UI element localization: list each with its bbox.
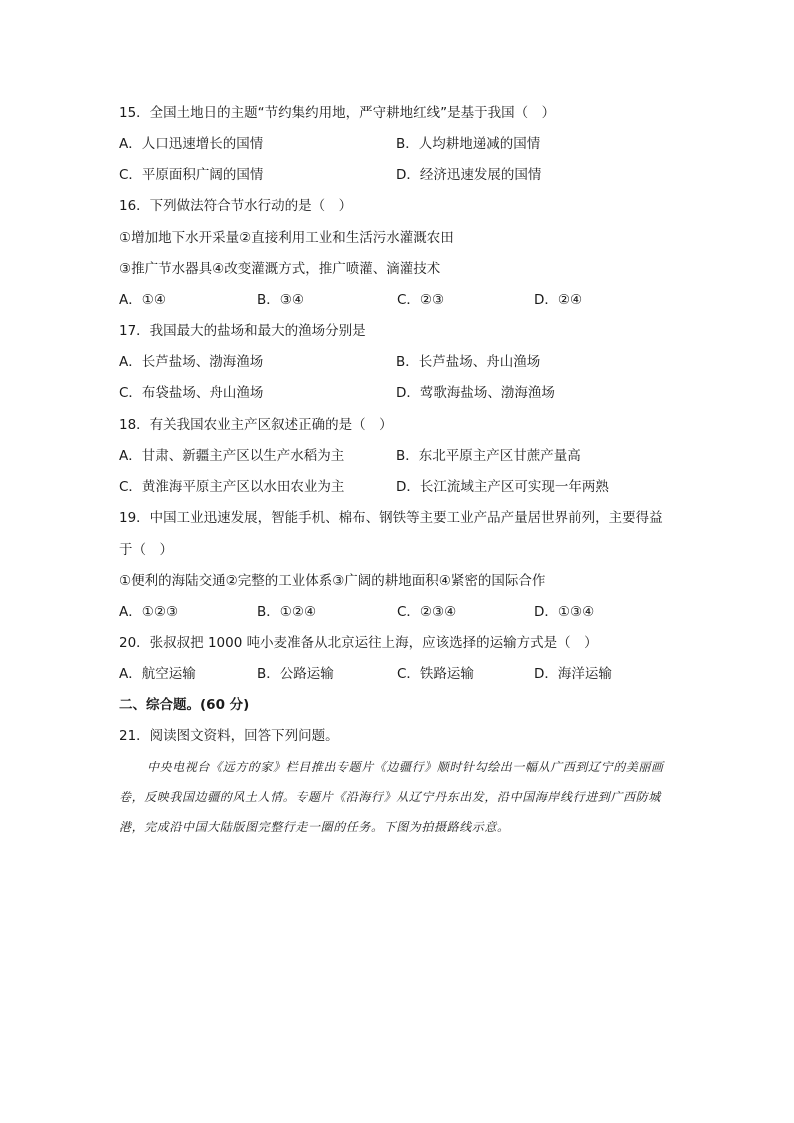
q20-option-a: A．航空运输 (119, 666, 196, 682)
q15-option-a: A．人口迅速增长的国情 (119, 136, 264, 152)
q15-stem: 15．全国土地日的主题“节约集约用地，严守耕地红线”是基于我国（ ） (119, 105, 556, 121)
q17-option-d: D．莺歌海盐场、渤海渔场 (396, 385, 555, 401)
q17-option-a: A．长芦盐场、渤海渔场 (119, 354, 264, 370)
q20-options (119, 665, 679, 683)
q17-options-row2 (119, 384, 679, 402)
q20-option-b: B．公路运输 (257, 666, 334, 682)
q19-stem-line2: 于（ ） (119, 542, 173, 558)
q18-option-b: B．东北平原主产区甘蔗产量高 (396, 448, 581, 464)
q15-option-b: B．人均耕地递减的国情 (396, 136, 541, 152)
section-2-title: 二、综合题。(60 分) (119, 697, 250, 713)
q21-stem: 21．阅读图文资料，回答下列问题。 (119, 728, 339, 744)
q16-stem: 16．下列做法符合节水行动的是（ ） (119, 198, 353, 214)
q18-options-row1 (119, 447, 679, 465)
q16-option-c: C．②③ (397, 292, 445, 308)
q15-option-c: C．平原面积广阔的国情 (119, 167, 264, 183)
q18-stem: 18．有关我国农业主产区叙述正确的是（ ） (119, 417, 393, 433)
q19-stem-line1: 19．中国工业迅速发展，智能手机、棉布、钢铁等主要工业产品产量居世界前列，主要得益 (119, 510, 663, 526)
q19-options (119, 603, 679, 621)
q19-option-d: D．①③④ (534, 604, 595, 620)
q18-option-a: A．甘肃、新疆主产区以生产水稻为主 (119, 448, 345, 464)
q17-options-row1 (119, 353, 679, 371)
q15-option-d: D．经济迅速发展的国情 (396, 167, 542, 183)
q18-options-row2 (119, 478, 679, 496)
q17-option-c: C．布袋盐场、舟山渔场 (119, 385, 264, 401)
q19-option-b: B．①②④ (257, 604, 317, 620)
q17-option-b: B．长芦盐场、舟山渔场 (396, 354, 541, 370)
q19-option-a: A．①②③ (119, 604, 179, 620)
q19-option-c: C．②③④ (397, 604, 457, 620)
q16-option-a: A．①④ (119, 292, 166, 308)
q15-options-row2 (119, 166, 679, 184)
q16-option-d: D．②④ (534, 292, 583, 308)
q17-stem: 17．我国最大的盐场和最大的渔场分别是 (119, 323, 366, 339)
q20-stem: 20．张叔叔把 1000 吨小麦准备从北京运往上海，应该选择的运输方式是（ ） (119, 635, 598, 651)
q16-statement-line1: ①增加地下水开采量②直接利用工业和生活污水灌溉农田 (119, 230, 454, 246)
q20-option-c: C．铁路运输 (397, 666, 474, 682)
q19-statement-line: ①便利的海陆交通②完整的工业体系③广阔的耕地面积④紧密的国际合作 (119, 573, 546, 589)
q18-option-d: D．长江流域主产区可实现一年两熟 (396, 479, 609, 495)
q18-option-c: C．黄淮海平原主产区以水田农业为主 (119, 479, 345, 495)
q21-passage: 中央电视台《远方的家》栏目推出专题片《边疆行》顺时针勾绘出一幅从广西到辽宁的美丽画卷，反映我国边疆的风土人情。专题片《沿海行》从辽宁丹东出发，沿中国海岸线行进到广西防城港，完成沿中国大陆版图完整行走一圈的任务。下图为拍摄路线示意。 (119, 760, 664, 834)
q16-option-b: B．③④ (257, 292, 304, 308)
q20-option-d: D．海洋运输 (534, 666, 612, 682)
q15-options-row1 (119, 135, 679, 153)
q16-statement-line2: ③推广节水器具④改变灌溉方式，推广喷灌、滴灌技术 (119, 261, 441, 277)
q16-options (119, 291, 679, 309)
